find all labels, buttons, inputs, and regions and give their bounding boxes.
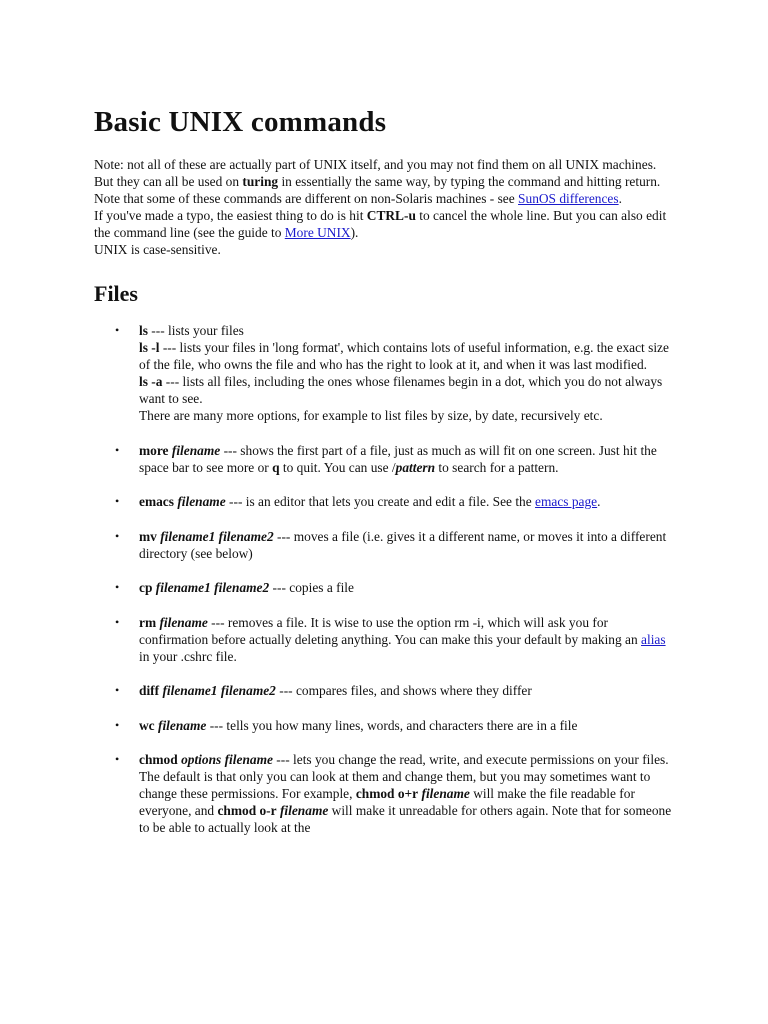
command-arg: filename (159, 614, 208, 630)
command-name: ls -a (139, 374, 163, 389)
q-key-bold: q (272, 459, 280, 475)
list-item-chmod (115, 751, 676, 836)
command-name: rm (139, 614, 157, 630)
command-name: emacs (139, 494, 174, 509)
command-name: wc (139, 717, 155, 733)
command-desc: will make the file readable for everyone, and (139, 786, 635, 818)
intro-case-sensitive: UNIX is case-sensitive. (94, 242, 221, 257)
command-desc: --- tells you how many lines, words, and characters there are in a file (206, 717, 578, 733)
command-desc: in your .cshrc file. (139, 648, 237, 664)
command-desc: --- lists all files, including the ones whose filenames begin in a dot, which you do not always want to see. (139, 374, 663, 406)
command-arg: options filename (181, 752, 273, 767)
command-arg: filename (157, 717, 207, 733)
list-item-cp (115, 579, 676, 596)
command-desc: will make it unreadable for others again. Note that for someone to be able to actually look at the (139, 803, 672, 835)
command-name: mv (139, 528, 157, 544)
command-arg: filename1 filename2 (162, 683, 276, 698)
command-list (94, 322, 676, 836)
command-name: more (139, 442, 169, 458)
list-item-more (115, 442, 676, 476)
command-name: ls (139, 323, 148, 338)
intro-text: ). (350, 225, 359, 240)
command-desc: to search for a pattern. (435, 459, 559, 475)
list-item-ls (115, 322, 676, 424)
bullet-icon: • (115, 580, 120, 594)
example-arg: filename (421, 786, 470, 801)
ls-l-entry (139, 339, 676, 373)
bullet-icon: • (115, 683, 120, 697)
example-command: chmod o-r (217, 803, 277, 818)
intro-text: Note: not all of these are actually part of UNIX itself, and you may not find them on all UNIX machines. But they can all be used on (94, 157, 657, 189)
list-item-emacs (115, 493, 676, 510)
ls-a-entry (139, 373, 676, 407)
intro-paragraph (94, 156, 676, 258)
ls-more-options: There are many more options, for example to list files by size, by date, recursively etc. (139, 408, 603, 423)
command-name: diff (139, 683, 160, 698)
ctrl-u-bold: CTRL-u (366, 208, 416, 223)
turing-bold: turing (242, 174, 279, 189)
emacs-page-link[interactable]: emacs page (535, 494, 598, 509)
command-desc: --- copies a file (269, 580, 354, 595)
command-desc: --- lists your files (147, 323, 244, 338)
intro-text: . (618, 191, 622, 206)
command-desc: --- moves a file (i.e. gives it a different name, or moves it into a different directory (see below) (139, 528, 667, 561)
bullet-icon: • (115, 752, 120, 766)
command-name: cp (139, 580, 153, 595)
bullet-icon: • (115, 528, 120, 543)
example-command: chmod o+r (355, 786, 419, 801)
intro-text: in essentially the same way, by typing the command and hitting return. Note that some of these commands are different on non-Solaris machines - see (94, 174, 661, 206)
ls-entry (139, 322, 676, 339)
command-desc: --- lists your files in 'long format', which contains lots of useful information, e.g. the exact size of the file, who owns the file and who has the right to look at it, and when it was last modified. (139, 340, 669, 372)
list-item-diff (115, 682, 676, 699)
command-desc: . (597, 494, 601, 509)
command-name: chmod (139, 752, 178, 767)
example-arg: filename (279, 803, 329, 818)
intro-text: If you've made a typo, the easiest thing to do is hit (94, 208, 367, 223)
more-unix-link[interactable]: More UNIX (284, 225, 351, 240)
bullet-icon: • (115, 323, 120, 337)
command-desc: to quit. You can use / (279, 459, 396, 475)
page-title: Basic UNIX commands (94, 106, 387, 138)
bullet-icon: • (115, 614, 120, 629)
command-name: ls -l (139, 340, 160, 355)
intro-note (94, 156, 676, 207)
command-desc: --- compares files, and shows where they differ (275, 683, 532, 698)
command-arg: filename1 filename2 (155, 580, 270, 595)
sunos-differences-link[interactable]: SunOS differences (518, 191, 619, 206)
command-desc: --- removes a file. It is wise to use the option rm -i, which will ask you for confirmation before actually deleting anything. You can make this your default by making an (139, 614, 642, 647)
bullet-icon: • (115, 494, 120, 508)
command-arg: filename1 filename2 (160, 528, 274, 544)
bullet-icon: • (115, 442, 120, 457)
intro-typo (94, 207, 676, 241)
alias-link[interactable]: alias (641, 631, 666, 647)
list-item-mv (115, 528, 676, 562)
command-desc: --- shows the first part of a file, just as much as will fit on one screen. Just hit the space bar to see more or (139, 442, 657, 475)
command-desc: --- is an editor that lets you create and edit a file. See the (225, 494, 536, 509)
list-item-rm (115, 614, 676, 665)
command-desc: --- lets you change the read, write, and execute permissions on your files. The default is that only you can look at them and change them, but you may sometimes want to change these permissions. For example, (139, 752, 669, 801)
command-arg: filename (177, 494, 226, 509)
pattern-arg: pattern (395, 459, 436, 475)
bullet-icon: • (115, 717, 120, 732)
list-item-wc (115, 717, 676, 734)
intro-text: to cancel the whole line. But you can also edit the command line (see the guide to (94, 208, 667, 240)
command-arg: filename (171, 442, 221, 458)
section-heading-files: Files (94, 281, 138, 306)
